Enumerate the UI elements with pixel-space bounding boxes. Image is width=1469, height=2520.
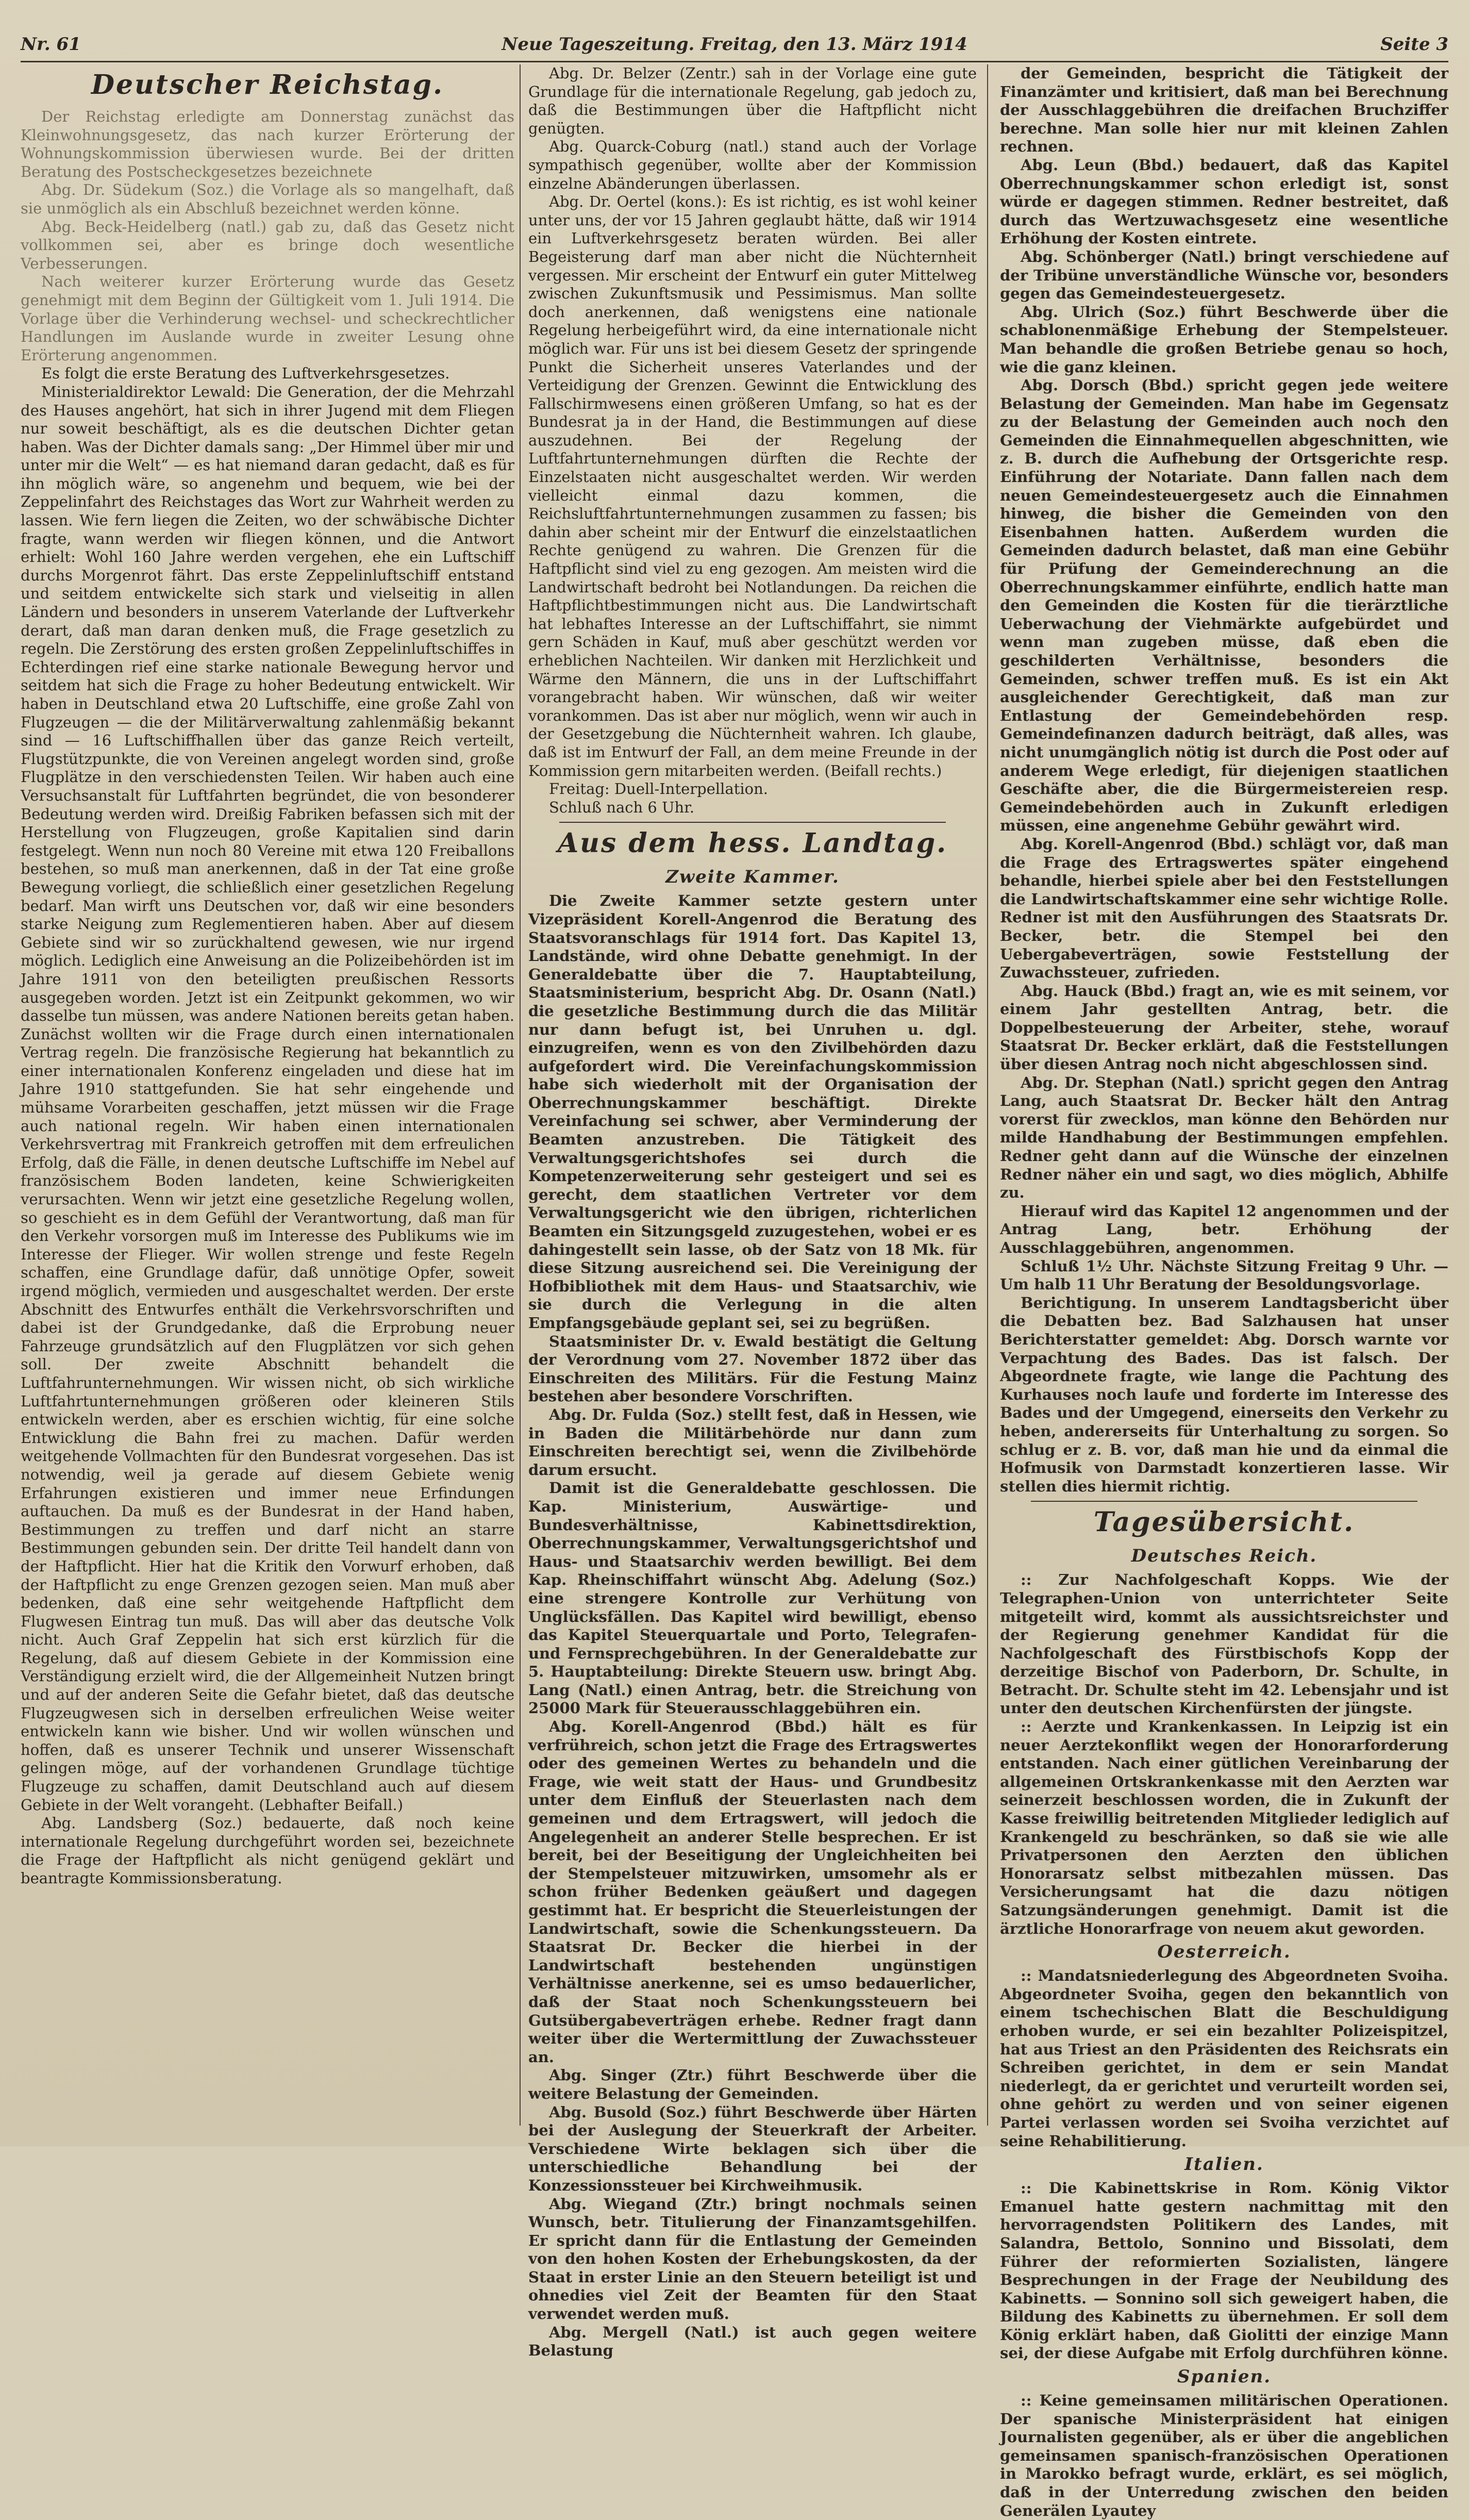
paragraph: Abg. Hauck (Bbd.) fragt an, wie es mit seinem, vor einem Jahr gestellten Antrag, betr. die Doppelbesteuerung der Arbeiter, stehe, worauf Staatsrat Dr. Becker erklärt, daß die Feststellungen über diesen Antrag noch nicht abgeschlossen sind. bbox=[1000, 982, 1448, 1073]
paragraph: Damit ist die Generaldebatte geschlossen. Die Kap. Ministerium, Auswärtige- und Bundesverhältnisse, Kabinettsdirektion, Oberrechnungskammer, Verwaltungsgerichtshof und Haus- und Staatsarchiv werden bewilligt. Bei dem Kap. Rheinschiffahrt wünscht Abg. Adelung (Soz.) eine strengere Kontrolle zur Verhütung von Unglücksfällen. Das Kapitel wird bewilligt, ebenso das Kapitel Steuerquartale und Porto, Telegrafen- und Fernsprechgebühren. In der Generaldebatte zur 5. Hauptabteilung: Direkte Steuern usw. bringt Abg. Lang (Natl.) einen Antrag, betr. die Streichung von 25000 Mark für Steuerausschlaggebühren ein. bbox=[528, 1479, 977, 1717]
column-2 bbox=[528, 64, 977, 2360]
section-rule bbox=[559, 822, 946, 823]
article-title-reichstag: Deutscher Reichstag. bbox=[91, 69, 444, 101]
paragraph: :: Keine gemeinsamen militärischen Operationen. Der spanische Ministerpräsident hat einigen Journalisten gegenüber, als er über die angeblichen gemeinsamen spanisch-französischen Operationen in Marokko befragt wurde, erklärt, es sei möglich, daß in der Unterredung zwischen den beiden Generälen Lyautey bbox=[1000, 2392, 1448, 2519]
paragraph: Hierauf wird das Kapitel 12 angenommen und der Antrag Lang, betr. Erhöhung der Ausschlaggebühren, angenommen. bbox=[1000, 1202, 1448, 1256]
paragraph: Abg. Dr. Stephan (Natl.) spricht gegen den Antrag Lang, auch Staatsrat Dr. Becker hält den Antrag vorerst für zwecklos, man könne den Behörden nur milde Handhabung der Bestimmungen empfehlen. Redner geht dann auf die Wünsche der einzelnen Redner näher ein und sagt, wo dies möglich, Abhilfe zu. bbox=[1000, 1073, 1448, 1202]
paragraph: :: Mandatsniederlegung des Abgeordneten Svoiha. Abgeordneter Svoiha, gegen den bekanntlich von einem tschechischen Blatt die Beschuldigung erhoben wurde, er sei ein bezahlter Polizeispitzel, hat aus Triest an den Präsidenten des Reichsrats ein Schreiben gerichtet, in dem er sein Mandat niederlegt, da er gerichtet und verurteilt worden sei, ohne gehört zu werden und von seiner eigenen Partei verlassen worden sei Svoiha verzichtet auf seine Rehabilitierung. bbox=[1000, 1967, 1448, 2150]
page-label: Seite 3 bbox=[1380, 34, 1448, 55]
page-header bbox=[21, 30, 1448, 62]
article-title-tagesuebersicht: Tagesübersicht. bbox=[1093, 1506, 1355, 1538]
paragraph: Abg. Dorsch (Bbd.) spricht gegen jede weitere Belastung der Gemeinden. Man habe im Gegensatz zu der Belastung der Gemeinden auch noch den Gemeinden die Einnahmequellen abgeschnitten, wie z. B. durch die Aufhebung der Ortsgerichte resp. Einführung der Notariate. Dann fallen nach dem neuen Gemeindesteuergesetz auch die Einnahmen hinweg, die bisher die Gemeinden von den Eisenbahnen hatten. Außerdem wurden die Gemeinden dadurch belastet, daß man eine Gebühr für Prüfung der Gemeinderechnung an die Oberrechnungskammer einführte, endlich hatte man den Gemeinden die Kosten für die tierärztliche Ueberwachung der Viehmärkte aufgebürdet und wenn man zugeben müsse, daß eben die geschilderten Verhältnisse, besonders die Gemeinden, schwer treffen muß. Es ist ein Akt ausgleichender Gerechtigkeit, daß man zur Entlastung der Gemeindebehörden resp. Gemeindefinanzen dadurch beiträgt, daß alles, was nicht unumgänglich nötig ist durch die Post oder auf anderem Wege erledigt, für diejenigen staatlichen Geschäfte aber, die die Bürgermeistereien resp. Gemeindebehörden auch in Zukunft erledigen müssen, eine angenehme Gebühr gewährt wird. bbox=[1000, 376, 1448, 835]
paragraph: :: Zur Nachfolgeschaft Kopps. Wie der Telegraphen-Union von unterrichteter Seite mitgeteilt wird, kommt als aussichtsreichster und der Regierung genehmer Kandidat für die Nachfolgeschaft des Fürstbischofs Kopp der derzeitige Bischof von Paderborn, Dr. Schulte, in Betracht. Dr. Schulte steht im 42. Lebensjahr und ist unter den deutschen Kirchenfürsten der jüngste. bbox=[1000, 1571, 1448, 1717]
paragraph: Abg. Busold (Soz.) führt Beschwerde über Härten bei der Auslegung der Steuerkraft der Arbeiter. Verschiedene Wirte beklagen sich über die unterschiedliche Behandlung bei der Konzessionssteuer bei Kirchweihmusik. bbox=[528, 2103, 977, 2194]
paragraph: Freitag: Duell-Interpellation. bbox=[549, 780, 769, 798]
section-subtitle: Oesterreich. bbox=[1157, 1942, 1291, 1963]
paragraph: Abg. Landsberg (Soz.) bedauerte, daß noch keine internationale Regelung durchgeführt worden sei, bezeichnete die Frage der Haftpflicht als nicht genügend geklärt und beantragte Kommissionsberatung. bbox=[21, 1814, 514, 1887]
section-rule bbox=[1031, 1501, 1417, 1502]
paragraph: Abg. Quarck-Coburg (natl.) stand auch der Vorlage sympathisch gegenüber, wollte aber der Kommission einzelne Abänderungen überlassen. bbox=[528, 138, 977, 192]
paragraph: der Gemeinden, bespricht die Tätigkeit der Finanzämter und kritisiert, daß man bei Berechnung der Ausschlaggebühren die dreifachen Bruchziffer berechne. Man solle hier nur mit kleinen Zahlen rechnen. bbox=[1000, 64, 1448, 156]
paragraph: :: Die Kabinettskrise in Rom. König Viktor Emanuel hatte gestern nachmittag mit den hervorragendsten Politikern des Landes, mit Salandra, Bettolo, Sonnino und Bissolati, dem Führer der reformierten Sozialisten, längere Besprechungen in der Frage der Neubildung des Kabinetts. — Sonnino soll sich geweigert haben, die Bildung des Kabinetts zu übernehmen. Er soll dem König erklärt haben, daß Giolitti der einzige Mann sei, der diese Aufgabe mit Erfolg durchführen könne. bbox=[1000, 2179, 1448, 2362]
paragraph: Schluß nach 6 Uhr. bbox=[549, 798, 695, 816]
page-number: Nr. 61 bbox=[21, 34, 81, 55]
paragraph: Abg. Dr. Fulda (Soz.) stellt fest, daß in Hessen, wie in Baden die Militärbehörde nur dann zum Einschreiten berechtigt sei, wenn die Zivilbehörde darum ersucht. bbox=[528, 1405, 977, 1479]
paragraph: Der Reichstag erledigte am Donnerstag zunächst das Kleinwohnungsgesetz, das nach kurzer Erörterung der Wohnungskommission überwiesen wurde. Bei der dritten Beratung des Postscheckgesetzes bezeichnete bbox=[21, 108, 514, 180]
paragraph: Abg. Dr. Belzer (Zentr.) sah in der Vorlage eine gute Grundlage für die internationale Regelung, gab jedoch zu, daß die Bestimmungen über die Haftpflicht nicht genügten. bbox=[528, 64, 977, 137]
paragraph: Abg. Wiegand (Ztr.) bringt nochmals seinen Wunsch, betr. Titulierung der Finanzamtsgehilfen. Er spricht dann für die Entlastung der Gemeinden von den hohen Kosten der Erhebungskosten, da der Staat in erster Linie an den Steuern beteiligt ist und ohnedies viel Zeit der Beamten für den Staat verwendet werden muß. bbox=[528, 2195, 977, 2323]
paragraph: Abg. Singer (Ztr.) führt Beschwerde über die weitere Belastung der Gemeinden. bbox=[528, 2066, 977, 2102]
paragraph: Es folgt die erste Beratung des Luftverkehrsgesetzes. bbox=[41, 364, 450, 383]
paragraph: Abg. Leun (Bbd.) bedauert, daß das Kapitel Oberrechnungskammer schon erledigt ist, sonst würde er dagegen stimmen. Redner bestreitet, daß durch das Wertzuwachsgesetz eine wesentliche Erhöhung der Kosten eintrete. bbox=[1000, 156, 1448, 247]
column-1 bbox=[21, 64, 514, 2126]
paragraph: Staatsminister Dr. v. Ewald bestätigt die Geltung der Verordnung vom 27. November 1872 über das Einschreiten des Militärs. Für die Festung Mainz bestehen aber besondere Vorschriften. bbox=[528, 1332, 977, 1405]
column-3 bbox=[1000, 64, 1448, 2519]
paragraph: Nach weiterer kurzer Erörterung wurde das Gesetz genehmigt mit dem Beginn der Gültigkeit vom 1. Juli 1914. Die Vorlage über die Verhinderung wechsel- und scheckrechtlicher Handlungen im Auslande wurde in zweiter Lesung ohne Erörterung angenommen. bbox=[21, 273, 514, 364]
paragraph: :: Aerzte und Krankenkassen. In Leipzig ist ein neuer Aerztekonflikt wegen der Honorarforderung entstanden. Nach einer gütlichen Vereinbarung der allgemeinen Ortskrankenkasse mit den Aerzten war seinerzeit beschlossen worden, die in Zukunft der Kasse freiwillig beitretenden Mitglieder lediglich auf Krankengeld zu beschränken, so daß sie wie alle Privatpersonen den Aerzten den üblichen Honorarsatz selbst mitbezahlen müssen. Das Versicherungsamt hat die dazu nötigen Satzungsänderungen genehmigt. Damit ist die ärztliche Honorarfrage von neuem akut geworden. bbox=[1000, 1718, 1448, 1937]
section-subtitle: Spanien. bbox=[1177, 2366, 1272, 2388]
paragraph: Ministerialdirektor Lewald: Die Generation, der die Mehrzahl des Hauses angehört, hat sich in ihrer Jugend mit dem Fliegen nur soweit beschäftigt, als es die deutschen Dichter getan haben. Was der Dichter damals sang: „Der Himmel über mir und unter mir die Welt“ — es hat niemand daran gedacht, daß es für ihn möglich wäre, so angenehm und bequem, wie bei der Zeppelinfahrt des Reichstages das Wort zur Wahrheit werden zu lassen. Wie fern liegen die Zeiten, wo der schwäbische Dichter fragte, wann werden wir fliegen können, und die Antwort erhielt: Wohl 160 Jahre werden vergehen, ehe ein Luftschiff durchs Morgenrot fährt. Das erste Zeppelinluftschiff entstand und seitdem entwickelte sich stark und vielseitig in allen Ländern und besonders in unserem Vaterlande der Luftverkehr derart, daß man daran denken muß, die Frage gesetzlich zu regeln. Die Zerstörung des ersten großen Zeppelinluftschiffes in Echterdingen rief eine starke nationale Bewegung hervor und seitdem hat sich die Frage zu hoher Bedeutung entwickelt. Wir haben in Deutschland etwa 20 Luftschiffe, eine große Zahl von Flugzeugen — die der Militärverwaltung zahlenmäßig bekannt sind — 16 Luftschiffhallen über das ganze Reich verteilt, Flugstützpunkte, die von Vereinen angelegt worden sind, große Flugplätze in den verschiedensten Teilen. Wir haben auch eine Versuchsanstalt für Luftfahrten begründet, die von besonderer Bedeutung werden wird. Dreißig Fabriken befassen sich mit der Herstellung von Flugzeugen, große Kapitalien sind darin festgelegt. Wenn nun noch 80 Vereine mit etwa 120 Freiballons bestehen, so muß man anerkennen, daß in der Tat eine große Bewegung vorliegt, die schließlich einer gesetzlichen Regelung bedarf. Man wirft uns Deutschen vor, daß wir eine besonders starke Neigung zum Reglementieren haben. Aber auf diesem Gebiete sind wir so zurückhaltend gewesen, wie nur irgend möglich. Lediglich eine Anweisung an die Polizeibehörden ist im Jahre 1911 von den beteiligten preußischen Ressorts ausgegeben worden. Jetzt ist ein Zeitpunkt gekommen, wo wir dasselbe tun müssen, was andere Nationen bereits getan haben. Zunächst wollten wir die Frage durch einen internationalen Vertrag regeln. Die französische Regierung hat bekanntlich zu einer internationalen Konferenz eingeladen und diese hat im Jahre 1910 stattgefunden. Sie hat sehr eingehende und mühsame Vorarbeiten geschaffen, jetzt müssen wir die Frage auch national regeln. Wir haben einen internationalen Verkehrsvertrag mit Frankreich getroffen mit dem erfreulichen Erfolg, daß die Fälle, in denen deutsche Luftschiffe im Nebel auf französischem Boden landeten, keine Schwierigkeiten verursachten. Wenn wir jetzt eine gesetzliche Regelung wollen, so geschieht es in dem Gefühl der Verantwortung, daß man für den Verkehr vorsorgen muß im Interesse des Publikums wie im Interesse der Flieger. Wir wollen strenge und feste Regeln schaffen, eine Grundlage dafür, daß unnötige Opfer, soweit irgend möglich, vermieden und ausgeschaltet werden. Der erste Abschnitt des Entwurfes enthält die Verkehrsvorschriften und dabei ist der Grundgedanke, daß die Erprobung neuer Fahrzeuge grundsätzlich auf den Flugplätzen vor sich gehen soll. Der zweite Abschnitt behandelt die Luftfahrunternehmungen. Wir wissen nicht, ob sich wirkliche Luftfahrtunternehmungen größeren oder kleineren Stils entwickeln werden, aber es erschien wichtig, für eine solche Entwicklung die Bahn frei zu machen. Dafür werden weitgehende Vollmachten für den Bundesrat vorgesehen. Das ist notwendig, weil ja gerade auf diesem Gebiete wenig Erfahrungen existieren und immer neue Erfindungen auftauchen. Da muß es der Bundesrat in der Hand haben, Bestimmungen zu treffen und darf nicht an starre Bestimmungen gebunden sein. Der dritte Teil handelt dann von der Haftpflicht. Hier hat die Kritik den Vorwurf erhoben, daß der Haftpflicht zu enge Grenzen gezogen seien. Man muß aber bedenken, daß eine sehr weitgehende Haftpflicht dem Flugwesen Eintrag tun muß. Das will aber das deutsche Volk nicht. Auch Graf Zeppelin hat sich erst kürzlich für die Regelung, daß auf diesem Gebiete in der Kommission eine Verständigung erzielt wird, die der Allgemeinheit Nutzen bringt und auf der anderen Seite die Gefahr bietet, daß das deutsche Flugzeugwesen sich in derselben erfreulichen Weise weiter entwickeln kann wie bisher. Und wir wollen wünschen und hoffen, daß es unserer Technik und unserer Wissenschaft gelingen möge, auf der vorhandenen Grundlage tüchtige Flugzeuge zu schaffen, damit Deutschland auch auf diesem Gebiete in der Welt vorangeht. (Lebhafter Beifall.) bbox=[21, 383, 514, 1814]
paragraph: Abg. Korell-Angenrod (Bbd.) schlägt vor, daß man die Frage des Ertragswertes später eingehend behandle, hierbei spiele aber bei den Feststellungen die Landwirtschaftskammer eine sehr wichtige Rolle. Redner ist mit den Ausführungen des Staatsrats Dr. Becker, betr. die Stempel bei den Uebergabeverträgen, sowie Feststellung der Zuwachssteuer, zufrieden. bbox=[1000, 835, 1448, 982]
section-subtitle: Italien. bbox=[1184, 2154, 1264, 2175]
paragraph: Abg. Schönberger (Natl.) bringt verschiedene auf der Tribüne unverständliche Wünsche vor, besonders gegen das Gemeindesteuergesetz. bbox=[1000, 247, 1448, 303]
column-divider bbox=[987, 64, 988, 2126]
paragraph: Schluß 1½ Uhr. Nächste Sitzung Freitag 9 Uhr. — Um halb 11 Uhr Beratung der Besoldungsvorlage. bbox=[1000, 1257, 1448, 1294]
paragraph: Berichtigung. In unserem Landtagsbericht über die Debatten bez. Bad Salzhausen hat unser Berichterstatter gemeldet: Abg. Dorsch warnte vor Verpachtung des Bades. Das ist falsch. Der Abgeordnete fragte, wie lange die Pachtung des Kurhauses noch laufe und forderte im Interesse des Bades und der Umgegend, einerseits den Verkehr zu heben, andererseits für Unterhaltung zu sorgen. So schlug er z. B. vor, daß man hie und da einmal die Hofmusik von Darmstadt konzertieren lasse. Wir stellen dies hiermit richtig. bbox=[1000, 1294, 1448, 1495]
masthead: Neue Tageszeitung. Freitag, den 13. März 1914 bbox=[502, 34, 967, 55]
paragraph: Abg. Korell-Angenrod (Bbd.) hält es für verfrühreich, schon jetzt die Frage des Ertragswertes oder des gemeinen Wertes zu behandeln und die Frage, wie weit statt der Haus- und Grundbesitz unter dem Einfluß der Steuerlasten nach dem gemeinen und dem Ertragswert, will jedoch die Angelegenheit an anderer Stelle besprechen. Er ist bereit, bei der Beseitigung der Ungleichheiten bei der Stempelsteuer mitzuwirken, umsomehr als er schon früher Bedenken geäußert und dagegen gestimmt hat. Er bespricht die Steuerleistungen der Landwirtschaft, sowie die Schenkungssteuern. Da Staatsrat Dr. Becker die hierbei in der Landwirtschaft bestehenden ungünstigen Verhältnisse anerkenne, sei es umso bedauerlicher, daß der Staat noch Schenkungssteuern bei Gutsübergabeverträgen erhebe. Redner fragt dann weiter über die Wertermittlung der Zuwachssteuer an. bbox=[528, 1718, 977, 2066]
paragraph: Die Zweite Kammer setzte gestern unter Vizepräsident Korell-Angenrod die Beratung des Staatsvoranschlags für 1914 fort. Das Kapitel 13, Landstände, wird ohne Debatte genehmigt. In der Generaldebatte über die 7. Hauptabteilung, Staatsministerium, bespricht Abg. Dr. Osann (Natl.) die gesetzliche Bestimmung durch die das Militär nur dann befugt ist, bei Unruhen u. dgl. einzugreifen, wenn es von den Zivilbehörden dazu aufgefordert wird. Die Vereinfachungskommission habe sich wiederholt mit der Organisation der Oberrechnungskammer beschäftigt. Direkte Vereinfachung sei schwer, aber Verminderung der Beamten anzustreben. Die Tätigkeit des Verwaltungsgerichtshofes sei durch die Kompetenzerweiterung sehr gesteigert und sei es gerecht, dem staatlichen Vertreter vor dem Verwaltungsgericht wie den übrigen, richterlichen Beamten ein Sitzungsgeld zuzugestehen, wobei er es dahingestellt sein lasse, ob der Satz von 18 Mk. für diese Sitzung ausreichend sei. Die Vereinigung der Hofbibliothek mit dem Haus- und Staatsarchiv, wie sie durch die Verlegung in die alten Empfangsgebäude geplant sei, sei zu begrüßen. bbox=[528, 892, 977, 1332]
paragraph: Abg. Mergell (Natl.) ist auch gegen weitere Belastung bbox=[528, 2323, 977, 2360]
paragraph: Abg. Beck-Heidelberg (natl.) gab zu, daß das Gesetz nicht vollkommen sei, aber es bringe doch wesentliche Verbesserungen. bbox=[21, 218, 514, 272]
paragraph: Abg. Dr. Südekum (Soz.) die Vorlage als so mangelhaft, daß sie unmöglich als ein Abschluß bezeichnet werden könne. bbox=[21, 181, 514, 217]
column-divider bbox=[520, 64, 521, 2126]
section-subtitle: Deutsches Reich. bbox=[1131, 1546, 1317, 1567]
paragraph: Abg. Dr. Oertel (kons.): Es ist richtig, es ist wohl keiner unter uns, der vor 15 Jahren geglaubt hätte, daß wir 1914 ein Luftverkehrsgesetz beraten würden. Bei aller Begeisterung darf man aber nicht die Nüchternheit vergessen. Mir erscheint der Entwurf ein guter Mittelweg zwischen Zukunftsmusik und Pessimismus. Man sollte doch anerkennen, daß wenigstens eine nationale Regelung herbeigeführt wird, da eine internationale nicht möglich war. Für uns ist bei diesem Gesetz der springende Punkt die Sicherheit unseres Vaterlandes und der Verteidigung der Grenzen. Gewinnt die Entwicklung des Fallschirmwesens einen größeren Umfang, so hat es der Bundesrat ja in der Hand, die Bestimmungen auf diese auszudehnen. Bei der Regelung der Luftfahrtunternehmungen dürften die Rechte der Einzelstaaten nicht ausgeschaltet werden. Wir werden vielleicht einmal dazu kommen, die Reichsluftfahrtunternehmungen zusammen zu fassen; bis dahin aber scheint mir der Entwurf die einzelstaatlichen Rechte genügend zu wahren. Die Grenzen für die Haftpflicht sind viel zu eng gezogen. Am meisten wird die Landwirtschaft bedroht bei Notlandungen. Da reichen die Haftpflichtbestimmungen nicht aus. Die Landwirtschaft hat lebhaftes Interesse an der Luftschiffahrt, sie nimmt gern Schäden in Kauf, muß aber geschützt werden vor erheblichen Nachteilen. Wir danken mit Herzlichkeit und Wärme den Männern, die uns in der Luftschiffahrt vorangebracht haben. Wir wünschen, daß wir weiter vorankommen. Das ist aber nur möglich, wenn wir auch in der Gesetzgebung die Nüchternheit wahren. Ich glaube, daß ist im Entwurf der Fall, an dem meine Freunde in der Kommission gern mitarbeiten werden. (Beifall rechts.) bbox=[528, 193, 977, 780]
article-title-landtag: Aus dem hess. Landtag. bbox=[557, 827, 948, 859]
article-subtitle: Zweite Kammer. bbox=[665, 867, 840, 888]
paragraph: Abg. Ulrich (Soz.) führt Beschwerde über die schablonenmäßige Erhebung der Stempelsteuer. Man behandle die großen Betriebe genau so hoch, wie die ganz kleinen. bbox=[1000, 303, 1448, 376]
